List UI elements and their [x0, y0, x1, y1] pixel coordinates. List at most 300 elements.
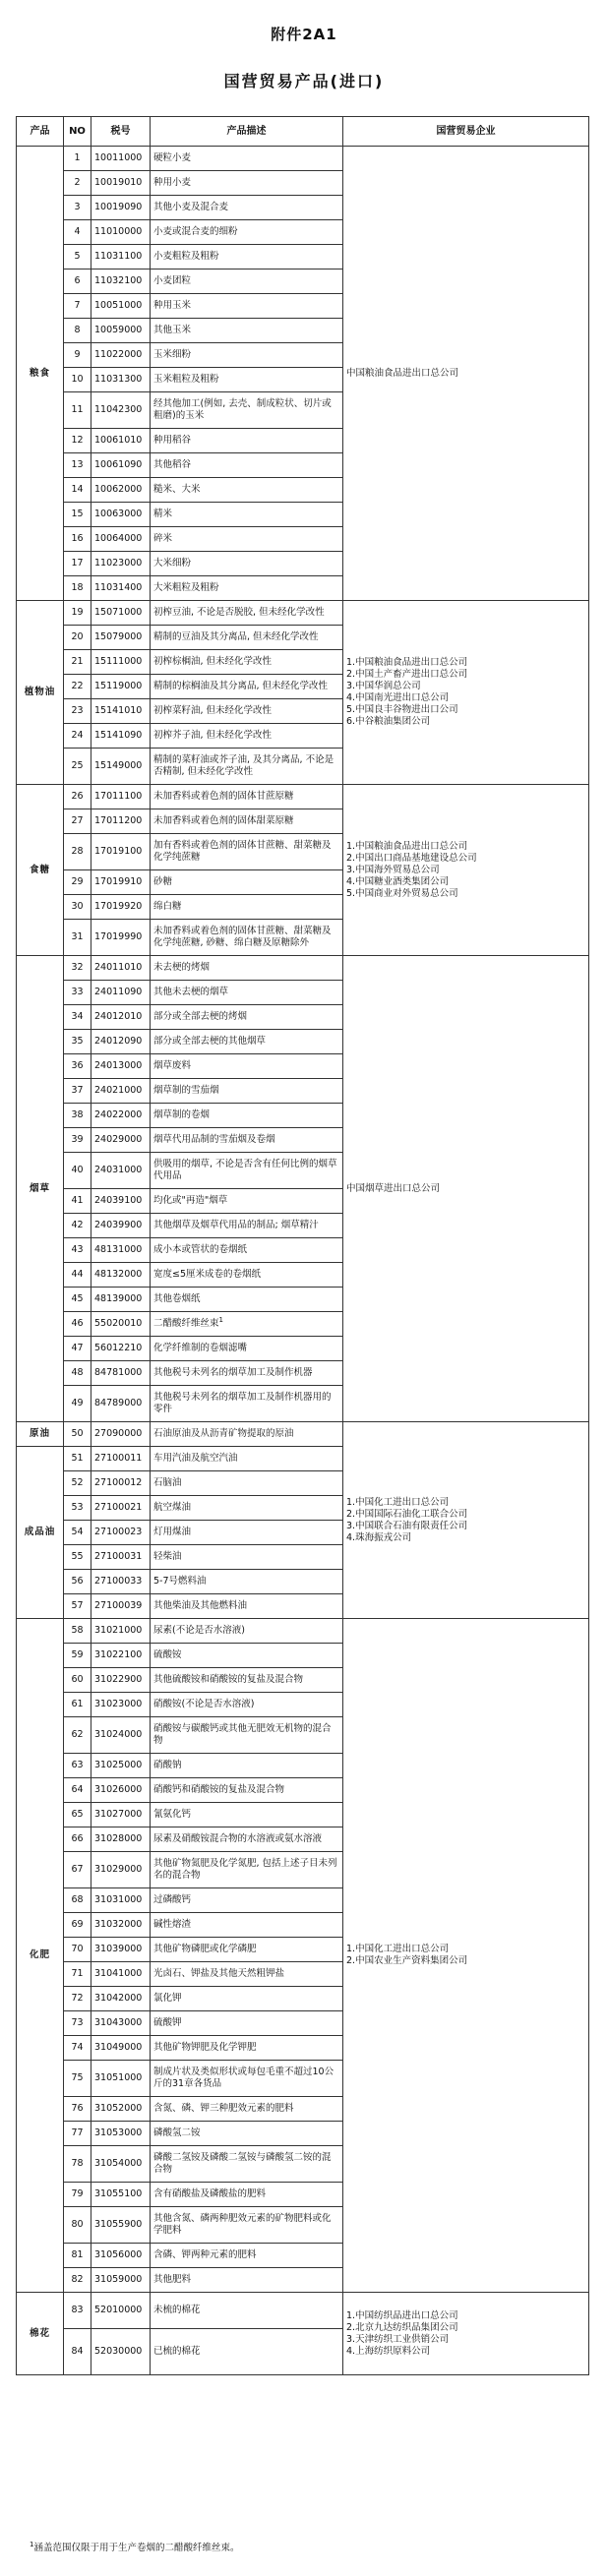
product-description-text: 初榨芥子油, 但未经化学改性 — [153, 730, 273, 741]
product-description-text: 玉米粗粒及粗粉 — [153, 374, 219, 385]
product-description — [151, 699, 343, 724]
category-cell: 原油 — [17, 1422, 64, 1447]
row-number: 76 — [64, 2097, 91, 2122]
product-description — [151, 1852, 343, 1888]
product-description — [151, 2036, 343, 2061]
product-description — [151, 1693, 343, 1717]
row-number: 75 — [64, 2061, 91, 2097]
row-number: 31 — [64, 920, 91, 956]
enterprise-cell — [343, 147, 589, 601]
product-description-text: 种用稻谷 — [153, 435, 192, 446]
product-description-text: 经其他加工(例如, 去壳、制成粒状、切片或粗磨)的玉米 — [153, 398, 332, 421]
row-number: 77 — [64, 2122, 91, 2146]
product-description — [151, 478, 343, 503]
tariff-code: 84781000 — [91, 1361, 151, 1386]
row-number: 22 — [64, 675, 91, 699]
row-number: 43 — [64, 1238, 91, 1263]
enterprise-name: 2.中国农业生产资料集团公司 — [346, 1955, 468, 1966]
product-description — [151, 1079, 343, 1104]
product-description — [151, 1153, 343, 1189]
product-description-text: 硬粒小麦 — [153, 152, 192, 163]
product-description-text: 其他玉米 — [153, 325, 192, 335]
product-description — [151, 1288, 343, 1312]
product-description — [151, 1827, 343, 1852]
product-description — [151, 220, 343, 245]
product-description-text: 成小本或管状的卷烟纸 — [153, 1244, 248, 1255]
header-tariff-code: 税号 — [91, 117, 151, 147]
row-number: 72 — [64, 1987, 91, 2011]
product-description — [151, 171, 343, 196]
tariff-code: 17011100 — [91, 785, 151, 809]
table-body — [17, 147, 589, 2375]
row-number: 45 — [64, 1288, 91, 1312]
footnote-mark: 1 — [30, 2540, 34, 2548]
row-number: 71 — [64, 1962, 91, 1987]
product-description — [151, 1717, 343, 1754]
tariff-code: 10062000 — [91, 478, 151, 503]
product-description — [151, 343, 343, 368]
row-number: 40 — [64, 1153, 91, 1189]
tariff-code: 11023000 — [91, 552, 151, 576]
product-description-text: 砂糖 — [153, 876, 173, 887]
row-number: 73 — [64, 2011, 91, 2036]
row-number: 79 — [64, 2183, 91, 2207]
product-description-text: 精制的豆油及其分离品, 但未经化学改性 — [153, 631, 319, 642]
row-number: 78 — [64, 2146, 91, 2183]
row-number: 28 — [64, 834, 91, 870]
row-number: 56 — [64, 1570, 91, 1594]
category-cell: 食糖 — [17, 785, 64, 956]
row-number: 17 — [64, 552, 91, 576]
tariff-code: 31059000 — [91, 2268, 151, 2293]
row-number: 66 — [64, 1827, 91, 1852]
tariff-code: 27090000 — [91, 1422, 151, 1447]
product-description — [151, 1668, 343, 1693]
tariff-code: 11010000 — [91, 220, 151, 245]
row-number: 39 — [64, 1128, 91, 1153]
enterprise-name: 3.天津纺织工业供销公司 — [346, 2333, 450, 2345]
tariff-code: 27100012 — [91, 1471, 151, 1496]
product-description-text: 精制的棕榈油及其分离品, 但未经化学改性 — [153, 681, 329, 691]
product-description — [151, 956, 343, 981]
product-description-text: 均化或"再造"烟草 — [153, 1195, 228, 1206]
tariff-code: 11031400 — [91, 576, 151, 601]
product-description-text: 石脑油 — [153, 1477, 182, 1488]
product-description — [151, 453, 343, 478]
row-number: 5 — [64, 245, 91, 270]
row-number: 18 — [64, 576, 91, 601]
row-number: 80 — [64, 2207, 91, 2244]
header-product-description: 产品描述 — [151, 117, 343, 147]
tariff-code: 24031000 — [91, 1153, 151, 1189]
table-row — [17, 1422, 589, 1447]
product-description — [151, 294, 343, 319]
tariff-code: 31032000 — [91, 1913, 151, 1938]
product-description — [151, 1938, 343, 1962]
product-description-text: 硝酸铵(不论是否水溶液) — [153, 1699, 255, 1709]
tariff-code: 10019090 — [91, 196, 151, 220]
row-number: 50 — [64, 1422, 91, 1447]
tariff-code: 11031100 — [91, 245, 151, 270]
tariff-code: 24039900 — [91, 1214, 151, 1238]
tariff-code: 48131000 — [91, 1238, 151, 1263]
row-number: 14 — [64, 478, 91, 503]
product-description — [151, 1422, 343, 1447]
product-description — [151, 1263, 343, 1288]
product-description-text: 未加香料或着色剂的固体甘蔗原糖 — [153, 791, 294, 802]
product-description-text: 灯用煤油 — [153, 1527, 192, 1537]
product-description — [151, 576, 343, 601]
product-description-text: 大米细粉 — [153, 558, 192, 569]
enterprise-name: 5.中国良丰谷物进出口公司 — [346, 704, 458, 715]
tariff-code: 10051000 — [91, 294, 151, 319]
product-description-text: 未去梗的烤烟 — [153, 962, 211, 973]
enterprise-name: 6.中谷粮油集团公司 — [346, 716, 431, 727]
product-description-text: 小麦粗粒及粗粉 — [153, 251, 219, 262]
product-description — [151, 1754, 343, 1778]
product-description — [151, 2329, 343, 2375]
row-number: 51 — [64, 1447, 91, 1471]
tariff-code: 31055100 — [91, 2183, 151, 2207]
enterprise-name: 2.中国出口商品基地建设总公司 — [346, 852, 477, 864]
product-description — [151, 503, 343, 527]
product-description — [151, 2183, 343, 2207]
product-description — [151, 1361, 343, 1386]
product-description — [151, 650, 343, 675]
product-description-text: 碱性熔渣 — [153, 1919, 192, 1930]
row-number: 62 — [64, 1717, 91, 1754]
product-description — [151, 392, 343, 429]
product-description-text: 小麦团粒 — [153, 275, 192, 286]
product-description-text: 其他矿物氮肥及化学氮肥, 包括上述子目未列名的混合物 — [153, 1858, 337, 1881]
tariff-code: 11022000 — [91, 343, 151, 368]
product-description-text: 宽度≤5厘米成卷的卷烟纸 — [153, 1269, 262, 1280]
tariff-code: 10061090 — [91, 453, 151, 478]
page-title: 国营贸易产品(进口) — [223, 72, 385, 90]
tariff-code: 15119000 — [91, 675, 151, 699]
product-description — [151, 1778, 343, 1803]
tariff-code: 31024000 — [91, 1717, 151, 1754]
tariff-code: 11031300 — [91, 368, 151, 392]
enterprise-name: 2.北京九达纺织品集团公司 — [346, 2321, 458, 2333]
product-description — [151, 1337, 343, 1361]
tariff-code: 56012210 — [91, 1337, 151, 1361]
row-number: 16 — [64, 527, 91, 552]
tariff-code: 31031000 — [91, 1888, 151, 1913]
tariff-code: 15141090 — [91, 724, 151, 749]
category-cell: 棉花 — [17, 2293, 64, 2375]
tariff-code: 24012010 — [91, 1005, 151, 1030]
tariff-code: 11032100 — [91, 270, 151, 294]
product-description — [151, 895, 343, 920]
row-number: 26 — [64, 785, 91, 809]
enterprise-cell — [343, 785, 589, 956]
product-description-text: 烟草制的雪茄烟 — [153, 1085, 219, 1096]
tariff-code: 10063000 — [91, 503, 151, 527]
product-description-text: 含有硝酸盐及磷酸盐的肥料 — [153, 2188, 267, 2199]
enterprise-cell — [343, 601, 589, 785]
row-number: 8 — [64, 319, 91, 343]
product-description-text: 轻柴油 — [153, 1551, 182, 1562]
product-description — [151, 2061, 343, 2097]
row-number: 61 — [64, 1693, 91, 1717]
tariff-code: 48139000 — [91, 1288, 151, 1312]
product-description-text: 烟草废料 — [153, 1060, 192, 1071]
row-number: 46 — [64, 1312, 91, 1337]
row-number: 38 — [64, 1104, 91, 1128]
product-description-text: 氰氨化钙 — [153, 1809, 192, 1820]
tariff-code: 31055900 — [91, 2207, 151, 2244]
product-description-text: 氯化钾 — [153, 1993, 182, 2004]
category-cell: 成品油 — [17, 1447, 64, 1619]
tariff-code: 52010000 — [91, 2293, 151, 2329]
tariff-code: 84789000 — [91, 1386, 151, 1422]
enterprise-name: 3.中国华润总公司 — [346, 681, 421, 691]
footnote-text: 涵盖范围仅限于用于生产卷烟的二醋酸纤维丝束。 — [33, 2543, 240, 2553]
tariff-code: 24021000 — [91, 1079, 151, 1104]
product-description — [151, 1128, 343, 1153]
tariff-code: 15079000 — [91, 626, 151, 650]
product-description-text: 其他柴油及其他燃料油 — [153, 1600, 248, 1611]
tariff-code: 24011010 — [91, 956, 151, 981]
product-description — [151, 270, 343, 294]
row-number: 20 — [64, 626, 91, 650]
row-number: 65 — [64, 1803, 91, 1827]
product-description — [151, 1030, 343, 1054]
product-description-text: 其他矿物磷肥或化学磷肥 — [153, 1944, 257, 1954]
tariff-code: 15111000 — [91, 650, 151, 675]
footnote — [30, 2540, 239, 2553]
enterprise-name: 4.珠海振戎公司 — [346, 1531, 412, 1543]
row-number: 24 — [64, 724, 91, 749]
tariff-code: 17019990 — [91, 920, 151, 956]
row-number: 29 — [64, 870, 91, 895]
tariff-code: 10061010 — [91, 429, 151, 453]
row-number: 52 — [64, 1471, 91, 1496]
product-description-text: 其他含氮、磷两种肥效元素的矿物肥料或化学肥料 — [153, 2213, 332, 2236]
row-number: 34 — [64, 1005, 91, 1030]
tariff-code: 10059000 — [91, 319, 151, 343]
row-number: 57 — [64, 1594, 91, 1619]
row-number: 3 — [64, 196, 91, 220]
product-description — [151, 1214, 343, 1238]
tariff-code: 27100021 — [91, 1496, 151, 1521]
tariff-code: 15141010 — [91, 699, 151, 724]
product-description — [151, 429, 343, 453]
tariff-code: 48132000 — [91, 1263, 151, 1288]
product-description — [151, 1644, 343, 1668]
product-description — [151, 675, 343, 699]
product-description — [151, 552, 343, 576]
enterprise-name: 4.中国糖业酒类集团公司 — [346, 875, 450, 887]
enterprise-name: 1.中国粮油食品进出口总公司 — [346, 657, 468, 668]
tariff-code: 24039100 — [91, 1189, 151, 1214]
row-number: 44 — [64, 1263, 91, 1288]
tariff-code: 31053000 — [91, 2122, 151, 2146]
tariff-code: 31049000 — [91, 2036, 151, 2061]
product-description-text: 糙米、大米 — [153, 484, 201, 495]
product-description-text: 加有香料或着色剂的固体甘蔗糖、甜菜糖及化学纯蔗糖 — [153, 840, 332, 863]
product-description — [151, 1619, 343, 1644]
product-description-text: 尿素及硝酸铵混合物的水溶液或氨水溶液 — [153, 1833, 323, 1844]
tariff-code: 31026000 — [91, 1778, 151, 1803]
product-description — [151, 368, 343, 392]
product-description-text: 烟草制的卷烟 — [153, 1109, 211, 1120]
product-description-text: 种用玉米 — [153, 300, 192, 311]
tariff-code: 24011090 — [91, 981, 151, 1005]
enterprise-name: 1.中国化工进出口总公司 — [346, 1496, 450, 1508]
product-description-text: 硝酸钠 — [153, 1760, 182, 1770]
product-description — [151, 1570, 343, 1594]
enterprise-cell — [343, 1422, 589, 1619]
enterprise-name: 1.中国粮油食品进出口总公司 — [346, 840, 468, 852]
row-number: 21 — [64, 650, 91, 675]
tariff-code: 31021000 — [91, 1619, 151, 1644]
row-number: 36 — [64, 1054, 91, 1079]
row-number: 15 — [64, 503, 91, 527]
product-description-text: 其他稻谷 — [153, 459, 192, 470]
enterprise-name: 5.中国商业对外贸易总公司 — [346, 887, 458, 899]
row-number: 6 — [64, 270, 91, 294]
tariff-code: 27100039 — [91, 1594, 151, 1619]
product-description — [151, 626, 343, 650]
tariff-code: 31025000 — [91, 1754, 151, 1778]
product-description-text: 含氮、磷、钾三种肥效元素的肥料 — [153, 2103, 294, 2114]
product-description — [151, 749, 343, 785]
product-description-text: 硫酸铵 — [153, 1649, 182, 1660]
tariff-code: 24029000 — [91, 1128, 151, 1153]
row-number: 49 — [64, 1386, 91, 1422]
product-description-text: 硝酸铵与碳酸钙或其他无肥效无机物的混合物 — [153, 1723, 332, 1746]
row-number: 4 — [64, 220, 91, 245]
table-row — [17, 785, 589, 809]
category-cell: 粮食 — [17, 147, 64, 601]
tariff-code: 31028000 — [91, 1827, 151, 1852]
row-number: 48 — [64, 1361, 91, 1386]
tariff-code: 31042000 — [91, 1987, 151, 2011]
row-number: 37 — [64, 1079, 91, 1104]
row-number: 1 — [64, 147, 91, 171]
enterprise-name: 2.中国国际石油化工联合公司 — [346, 1508, 468, 1520]
tariff-code: 31051000 — [91, 2061, 151, 2097]
product-description-text: 初榨豆油, 不论是否脱胶, 但未经化学改性 — [153, 607, 325, 618]
product-description-text: 其他烟草及烟草代用品的制品; 烟草精汁 — [153, 1220, 319, 1230]
product-description-text: 其他矿物钾肥及化学钾肥 — [153, 2042, 257, 2053]
product-description-text: 航空煤油 — [153, 1502, 192, 1513]
row-number: 9 — [64, 343, 91, 368]
product-description-text: 其他税号未列名的烟草加工及制作机器 — [153, 1367, 313, 1378]
row-number: 64 — [64, 1778, 91, 1803]
tariff-code: 24022000 — [91, 1104, 151, 1128]
product-description — [151, 196, 343, 220]
tariff-code: 11042300 — [91, 392, 151, 429]
row-number: 35 — [64, 1030, 91, 1054]
enterprise-name: 3.中国海外贸易总公司 — [346, 864, 440, 875]
product-description-text: 其他税号未列名的烟草加工及制作机器用的零件 — [153, 1392, 332, 1414]
product-description — [151, 2244, 343, 2268]
product-description — [151, 834, 343, 870]
product-description — [151, 2097, 343, 2122]
enterprise-name: 4.上海纺织原料公司 — [346, 2345, 431, 2357]
product-description — [151, 1312, 343, 1337]
product-description-text: 其他硫酸铵和硝酸铵的复盐及混合物 — [153, 1674, 304, 1685]
tariff-code: 24013000 — [91, 1054, 151, 1079]
product-description-text: 未梳的棉花 — [153, 2305, 201, 2315]
header-product: 产品 — [17, 117, 64, 147]
product-description-text: 其他小麦及混合麦 — [153, 202, 229, 212]
row-number: 83 — [64, 2293, 91, 2329]
product-description — [151, 1238, 343, 1263]
tariff-code: 17019920 — [91, 895, 151, 920]
product-description-text: 供吸用的烟草, 不论是否含有任何比例的烟草代用品 — [153, 1159, 337, 1181]
product-description-text: 尿素(不论是否水溶液) — [153, 1625, 245, 1636]
tariff-code: 17019100 — [91, 834, 151, 870]
tariff-code: 31027000 — [91, 1803, 151, 1827]
row-number: 41 — [64, 1189, 91, 1214]
product-description-text: 二醋酸纤维丝束 — [153, 1318, 219, 1329]
row-number: 63 — [64, 1754, 91, 1778]
product-description-text: 精米 — [153, 509, 173, 519]
tariff-code: 31041000 — [91, 1962, 151, 1987]
product-description-text: 光卤石、钾盐及其他天然粗钾盐 — [153, 1968, 285, 1979]
table-row — [17, 1619, 589, 1644]
product-description — [151, 809, 343, 834]
product-description-text: 大米粗粒及粗粉 — [153, 582, 219, 593]
category-cell: 植物油 — [17, 601, 64, 785]
tariff-code: 31023000 — [91, 1693, 151, 1717]
product-description-text: 硝酸钙和硝酸铵的复盐及混合物 — [153, 1784, 285, 1795]
row-number: 81 — [64, 2244, 91, 2268]
tariff-code: 10019010 — [91, 171, 151, 196]
tariff-code: 31056000 — [91, 2244, 151, 2268]
row-number: 19 — [64, 601, 91, 626]
row-number: 69 — [64, 1913, 91, 1938]
product-description-text: 其他未去梗的烟草 — [153, 987, 229, 997]
tariff-code: 27100023 — [91, 1521, 151, 1545]
category-cell: 烟草 — [17, 956, 64, 1422]
product-description-text: 部分或全部去梗的其他烟草 — [153, 1036, 267, 1047]
row-number: 74 — [64, 2036, 91, 2061]
product-description — [151, 1104, 343, 1128]
product-description — [151, 1521, 343, 1545]
product-description-text: 已梳的棉花 — [153, 2346, 201, 2357]
row-number: 12 — [64, 429, 91, 453]
product-description — [151, 2207, 343, 2244]
product-description-text: 碎米 — [153, 533, 173, 544]
product-description — [151, 1189, 343, 1214]
product-description-text: 烟草代用品制的雪茄烟及卷烟 — [153, 1134, 275, 1145]
tariff-code: 27100011 — [91, 1447, 151, 1471]
enterprise-cell — [343, 2293, 589, 2375]
table-row — [17, 956, 589, 981]
product-description — [151, 1545, 343, 1570]
row-number: 7 — [64, 294, 91, 319]
row-number: 53 — [64, 1496, 91, 1521]
tariff-code: 17019910 — [91, 870, 151, 895]
product-description — [151, 1496, 343, 1521]
product-description — [151, 2122, 343, 2146]
enterprise-cell — [343, 1619, 589, 2293]
enterprise-name: 1.中国纺织品进出口总公司 — [346, 2309, 458, 2321]
table-row — [17, 2293, 589, 2329]
row-number: 32 — [64, 956, 91, 981]
tariff-code: 31043000 — [91, 2011, 151, 2036]
product-description — [151, 319, 343, 343]
row-number: 58 — [64, 1619, 91, 1644]
product-description — [151, 1054, 343, 1079]
product-description-text: 磷酸二氢铵及磷酸二氢铵与磷酸氢二铵的混合物 — [153, 2152, 332, 2175]
product-description-text: 石油原油及从沥青矿物提取的原油 — [153, 1428, 294, 1439]
